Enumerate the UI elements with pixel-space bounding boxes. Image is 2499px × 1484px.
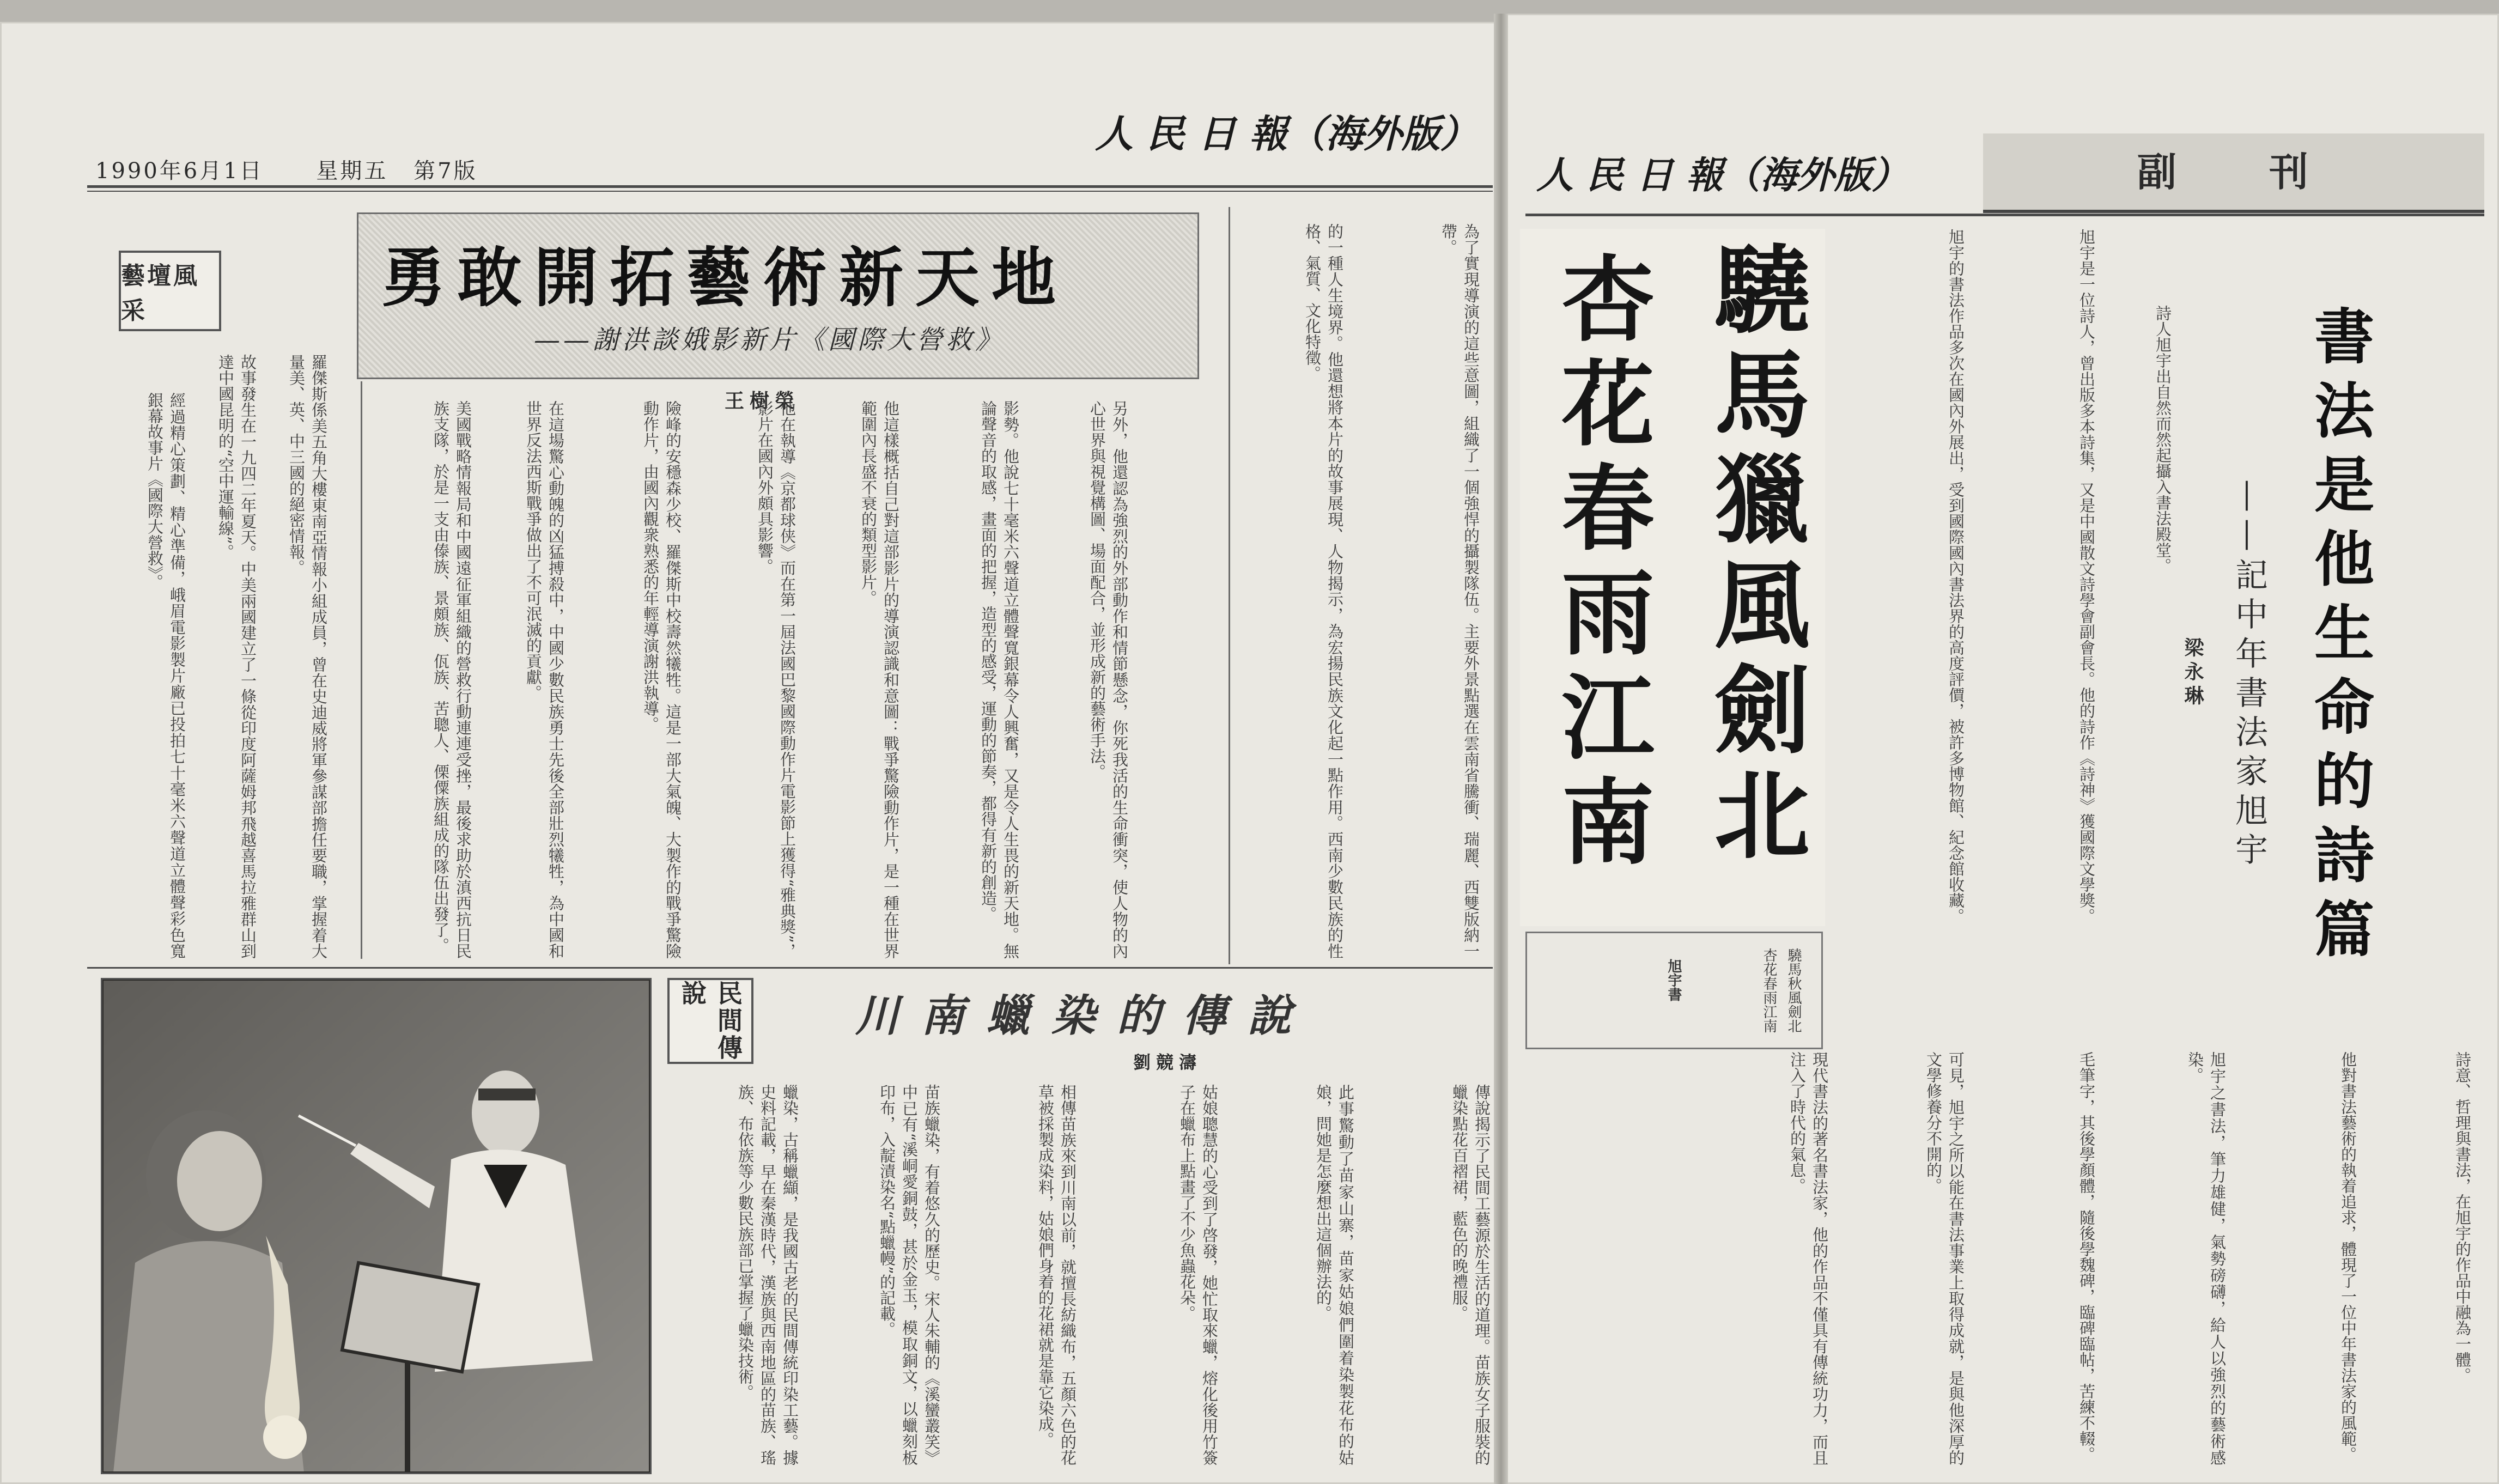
feature-title: 勇敢開拓藝術新天地 [381, 240, 1068, 315]
legend-badge [667, 978, 753, 1064]
legend-author: 劉競濤 [1133, 1052, 1202, 1073]
dateline-weekday: 星期五 [316, 159, 388, 184]
legend-col-4: 姑娘聰慧的心受到了啓發，她忙取來蠟，熔化後用竹簽子在蠟布上點畫了不少魚蟲花朵。 [1178, 1084, 1219, 1465]
feature-subtitle: ——謝洪談娥影新片《國際大營救》 [534, 325, 1005, 355]
feature-col-6: 險峰的安穩森少校、羅傑斯中校壽然犧牲。這是一部大氣魄、大製作的戰爭驚險動作片，由國內觀衆熟悉的年輕導演謝洪執導。 [641, 400, 682, 959]
column-badge-text: 藝壇風采 [121, 262, 199, 325]
column-badge [119, 251, 221, 331]
right-col-8: 現代書法的著名書法家，他的作品不僅具有傳統功力，而且注入了時代的氣息。 [1788, 1051, 1829, 1465]
feature-author: 王樹榮 [725, 390, 800, 412]
right-col-2: 旭宇是一位詩人，曾出版多本詩集，又是中國散文詩學會副會長。他的詩作《詩神》獲國際文學獎。 [2077, 229, 2096, 924]
feature-col-2: 故事發生在一九四二年夏天。中美兩國建立了一條從印度阿薩姆邦飛越喜馬拉雅群山到達中國昆明的“空中運輸線”。 [216, 354, 257, 959]
right-col-9: 詩意、哲理與書法，在旭宇的作品中融為一體。 [2453, 1051, 2472, 1383]
section-title: 副 刊 [2137, 149, 2331, 195]
left-header-rule-thin [87, 191, 1493, 192]
legend-title: 川南蠟染的傳說 [855, 990, 1313, 1041]
dateline-page: 第7版 [414, 159, 478, 184]
col-divider-right [1229, 207, 1230, 964]
feature-col-3: 羅傑斯係美五角大樓東南亞情報小組成員，曾在史迪威將軍參謀部擔任要職，掌握着大量美、英、中三國的絕密情報。 [287, 354, 328, 959]
left-header-rule [87, 185, 1493, 188]
legend-col-3: 相傳苗族來到川南以前，就擅長紡織布，五顏六色的花草被採製成染料，姑娘們身着的花裙就是靠它染成。 [1036, 1084, 1077, 1465]
dateline-date: 1990年6月1日 [95, 159, 264, 184]
section-divider [87, 967, 1493, 969]
right-feature-author: 梁永琳 [2181, 637, 2204, 709]
legend-col-6: 傳說揭示了民間工藝源於生活的道理。苗族女子服裝的蠟染點花百褶裙，藍色的晚禮服。 [1450, 1084, 1491, 1465]
concert-photo-image [102, 980, 650, 1473]
feature-col-1: 經過精心策劃、精心準備，峨眉電影製片廠已投拍七十毫米六聲道立體聲彩色寬銀幕故事片《國際大營救》。 [145, 392, 186, 959]
calligraphy-caption-line-1: 驍馬秋風劍北 [1785, 948, 1802, 1033]
legend-col-1: 蠟染，古稱蠟纈，是我國古老的民間傳統印染工藝。據史料記載，早在秦漢時代，漢族與西南地區的苗族、瑤族、布依族等少數民族部已掌握了蠟染技術。 [736, 1084, 799, 1465]
feature-col-10: 另外，他還認為強烈的外部動作和情節懸念，你死我活的生命衝突，使人物的內心世界與視覺構圖、場面配合，並形成新的藝術手法。 [1088, 400, 1129, 959]
calligraphy-line-1: 驍馬獵風劍北 [1699, 240, 1810, 871]
feature-col-5: 在這場驚心動魄的凶猛搏殺中，中國少數民族勇士先後全部壯烈犧牲，為中國和世界反法西斯戰爭做出了不可泯滅的貢獻。 [524, 400, 565, 959]
feature-col-4: 美國戰略情報局和中國遠征軍組織的營救行動連連受挫，最後求助於滇西抗日民族支隊，於是一支由傣族、景頗族、佤族、苦聰人、傈僳族組成的隊伍出發了。 [431, 400, 472, 959]
feature-col-9: 影勢。他說七十毫米六聲道立體聲寬銀幕令人興奮，又是令人生畏的新天地。無論聲音的取感，畫面的把握，造型的感受，運動的節奏，都得有新的創造。 [979, 400, 1020, 959]
calligraphy-line-2: 杏花春雨江南 [1546, 251, 1655, 878]
legend-col-5: 此事驚動了苗家山寨，苗家姑娘們圍着染製花布的姑娘，問她是怎麼想出這個辦法的。 [1314, 1084, 1355, 1465]
legend-col-2: 苗族蠟染，有着悠久的歷史。宋人朱輔的《溪蠻叢笑》中已有“溪峒愛銅鼓，甚於金玉，模取銅文，以蠟刻板印布，入靛漬染名“點蠟幔”的記載。 [878, 1084, 941, 1465]
right-col-7: 他對書法藝術的執着追求，體現了一位中年書法家的風範。 [2339, 1051, 2357, 1462]
calligraphy-caption-signature: 旭宇書 [1665, 959, 1682, 1001]
right-feature-title: 書法是他生命的詩篇 [2305, 305, 2375, 972]
col-divider [361, 381, 362, 959]
calligraphy-caption-line-2: 杏花春雨江南 [1761, 948, 1777, 1033]
right-col-4: 可見，旭宇之所以能在書法事業上取得成就，是與他深厚的文學修養分不開的。 [1924, 1051, 1965, 1465]
right-masthead: 人 民 日 報（海外版） [1536, 154, 1909, 197]
right-col-3: 旭宇的書法作品多次在國內外展出，受到國際國內書法界的高度評價，被許多博物館、紀念館收藏。 [1947, 229, 1965, 924]
feature-col-7: 他在執導《京都球侠》而在第一屆法國巴黎國際動作片電影節上獲得“雅典獎”，影片在國內外頗具影響。 [756, 400, 796, 959]
concert-photo [101, 978, 652, 1474]
right-col-5: 毛筆字，其後學顏體，隨後學魏碑，臨碑臨帖，苦練不輟。 [2077, 1051, 2096, 1462]
right-col-6: 旭宇之書法，筆力雄健，氣勢磅礴，給人以強烈的藝術感染。 [2186, 1051, 2227, 1465]
right-header-rule [1525, 214, 2484, 216]
feature-col-11: 的一種人生境界。他還想將本片的故事展現、人物揭示，為宏揚民族文化起一點作用。西南少數民族的性格、氣質、文化特徵。 [1303, 223, 1344, 959]
left-masthead: 人 民 日 報（海外版） [1095, 111, 1479, 156]
right-col-1: 詩人旭宇出自然而然起攝入書法殿堂。 [2154, 305, 2172, 574]
page-fold [1494, 14, 1508, 1484]
left-dateline [95, 154, 478, 185]
feature-col-8: 他這樣概括自己對這部影片的導演認識和意圖：戰爭驚險動作片，是一種在世界範圍內長盛不衰的類型影片。 [859, 400, 900, 959]
feature-col-12: 為了實現導演的這些意圖，組織了一個強悍的攝製隊伍。主要外景點選在雲南省騰衝、瑞麗、西雙版納一帶。 [1439, 223, 1480, 959]
legend-badge-text: 民間傳說 [678, 980, 743, 1062]
right-feature-subtitle: ——記中年書法家旭宇 [2230, 479, 2268, 872]
